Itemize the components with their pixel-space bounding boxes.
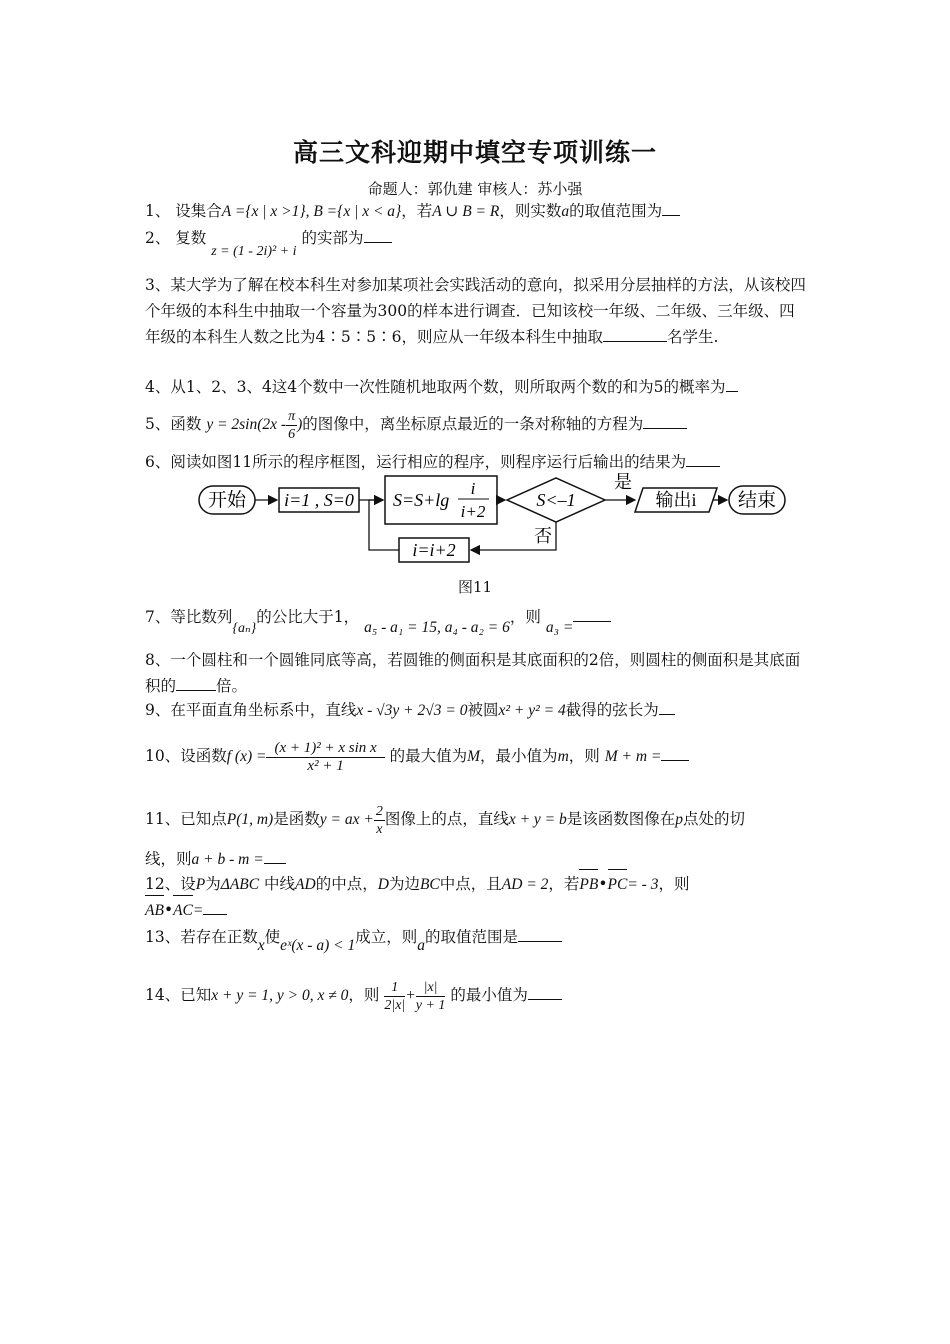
q12-dot: • — [598, 875, 608, 893]
answer-blank[interactable] — [643, 427, 687, 429]
q7-mid2: ，则 — [509, 608, 541, 626]
q12-dot: • — [163, 901, 174, 919]
q14-plus: + — [405, 987, 416, 1004]
q10-mid2: ，最小值为 — [480, 747, 558, 765]
q11-function: y = ax + — [319, 811, 374, 828]
q5-math-b: ) — [297, 416, 303, 433]
q12-P: P — [195, 876, 206, 893]
q11-fraction: $\frac{2}{x}$ — [375, 803, 383, 837]
flow-init-text: i=1 , S=0 — [284, 490, 354, 510]
q12-mid5: 中点，且 — [439, 875, 502, 893]
flow-no-label: 否 — [534, 526, 552, 546]
q14-fraction-1: $\frac{1}{2|x|}$ — [384, 979, 406, 1013]
q10-mid3: ，则 — [568, 747, 600, 765]
q1-var: a — [561, 203, 570, 220]
question-12-cont — [145, 897, 810, 924]
q9-prefix: 9、在平面直角坐标系中，直线 — [145, 701, 357, 719]
q13-mid2: 成立，则 — [355, 928, 418, 946]
q11-p: p — [675, 811, 684, 828]
q2-suffix: 的实部为 — [301, 229, 364, 247]
q11-mid1: 是函数 — [273, 810, 320, 828]
q14-tail: 的最小值为 — [450, 986, 528, 1004]
q1-mid: ，若 — [401, 202, 433, 220]
program-flowchart — [195, 472, 795, 568]
q3-tail: 名学生. — [666, 328, 719, 346]
q8-text: 8、一个圆柱和一个圆锥同底等高，若圆锥的侧面积是其底面积的2倍，则圆柱的侧面积是其底面积的 — [145, 651, 801, 695]
q12-BC: BC — [419, 876, 440, 893]
q14-mid: ，则 — [348, 986, 380, 1004]
q12-cond2: = - 3 — [627, 876, 659, 893]
q2-math: z = (1 - 2i)² + i — [211, 244, 297, 259]
q2-prefix: 2、 复数 — [145, 229, 207, 247]
q13-tail: 的取值范围是 — [424, 928, 518, 946]
flow-update-text: S=S+lg — [393, 490, 450, 510]
q9-mid: 被圆 — [467, 701, 499, 719]
q10-fx: f (x) = — [226, 748, 267, 765]
q3-text: 3、某大学为了解在校本科生对参加某项社会实践活动的意向，拟采用分层抽样的方法，从该校四个年级的本科生中抽取一个容量为300的样本进行调查．已知该校一年级、二年级、三年级、四年级的本科生人数之比为4∶5∶5∶6，则应从一年级本科生中抽取 — [145, 276, 806, 346]
q10-M: M — [467, 748, 481, 765]
q5-suffix: 的图像中，离坐标原点最近的一条对称轴的方程为 — [302, 415, 644, 433]
question-10 — [145, 736, 810, 777]
q7-mid: 的公比大于1， — [256, 608, 360, 626]
q11-tail: 点处的切 — [683, 810, 746, 828]
q12-vector-AC: AC — [173, 898, 193, 924]
q12-vector-PC: PC — [608, 872, 628, 898]
q12-triangle: ΔABC — [220, 876, 260, 893]
answer-blank[interactable] — [203, 913, 227, 915]
question-11 — [145, 800, 810, 839]
q9-suffix: 截得的弦长为 — [565, 701, 659, 719]
q14-cond: x + y = 1, y > 0, x ≠ 0 — [211, 987, 349, 1004]
answer-blank[interactable] — [264, 862, 286, 864]
answer-blank[interactable] — [662, 214, 680, 216]
flow-step-text: i=i+2 — [412, 540, 456, 560]
q12-mid3: 的中点， — [315, 875, 378, 893]
q1-set-math: A ={x | x >1}, B ={x | x < a} — [221, 203, 402, 220]
question-1 — [145, 198, 810, 225]
question-8 — [145, 647, 810, 699]
q12-D: D — [377, 876, 389, 893]
answer-blank[interactable] — [661, 759, 689, 761]
question-5 — [145, 407, 810, 443]
q6-text: 6、阅读如图11所示的程序框图，运行相应的程序，则程序运行后输出的结果为 — [145, 453, 687, 471]
q7-prefix: 7、等比数列 — [145, 608, 233, 626]
q7-math: a₅ - a₁ = 15, a₄ - a₂ = 6 — [364, 619, 510, 636]
page-title: 高三文科迎期中填空专项训练一 — [292, 138, 657, 167]
q13-mid: 使 — [264, 928, 281, 946]
flow-end-text: 结束 — [737, 490, 777, 511]
question-11-cont — [145, 846, 810, 873]
q11-prefix: 11、已知点 — [145, 810, 227, 828]
q7-seq: {aₙ} — [232, 621, 257, 636]
question-12 — [145, 871, 810, 898]
q10-fraction: $\frac{\text{(x + 1)² + x sin x}}{\text{x² + 1}}$ — [266, 740, 384, 775]
q8-tail: 倍。 — [216, 677, 248, 695]
flow-update-denominator: i+2 — [460, 502, 486, 521]
q11-line2: 线，则 — [145, 850, 192, 868]
q5-prefix: 5、函数 — [145, 415, 202, 433]
answer-blank[interactable] — [686, 465, 720, 467]
q10-prefix: 10、设函数 — [145, 747, 227, 765]
question-14 — [145, 975, 810, 1016]
question-7 — [145, 600, 810, 636]
q11-answer-label: a + b - m = — [191, 851, 264, 868]
answer-blank[interactable] — [518, 940, 562, 942]
q13-x: x — [257, 937, 265, 954]
q12-mid2: 中线 — [264, 875, 296, 893]
q11-mid2: 图像上的点，直线 — [384, 810, 509, 828]
answer-blank[interactable] — [176, 689, 216, 691]
q10-mid1: 的最大值为 — [389, 747, 468, 765]
q12-mid1: 为 — [205, 875, 221, 893]
q13-prefix: 13、若存在正数 — [145, 928, 258, 946]
question-3 — [145, 272, 810, 350]
q11-point: P(1, m) — [226, 811, 274, 828]
q12-vector-AB: AB — [145, 898, 164, 924]
q12-mid4: 为边 — [388, 875, 420, 893]
q7-answer-label: a₃ = — [545, 619, 574, 636]
q12-mid7: ，则 — [658, 875, 690, 893]
q1-prefix: 1、 设集合 — [145, 202, 222, 220]
q12-prefix: 12、设 — [145, 875, 196, 893]
q10-m: m — [557, 748, 569, 765]
flow-start-text: 开始 — [207, 490, 247, 511]
q5-math-a: y = 2sin(2x - — [206, 416, 287, 433]
flow-condition-text: S<–1 — [536, 490, 576, 510]
q12-vector-PB: PB — [579, 872, 598, 898]
q9-circle-math: x² + y² = 4 — [498, 702, 566, 719]
q13-a: a — [417, 937, 425, 954]
question-2 — [145, 225, 810, 259]
q13-inequality: eˣ(x - a) < 1 — [280, 937, 356, 954]
q10-answer-label: M + m = — [604, 748, 662, 765]
q12-cond: AD = 2 — [501, 876, 549, 893]
q9-line-math: x - √3y + 2√3 = 0 — [356, 702, 468, 719]
q14-fraction-2: $\frac{|x|}{y + 1}$ — [415, 979, 446, 1013]
answer-blank[interactable] — [726, 390, 738, 392]
answer-blank[interactable] — [528, 998, 562, 1000]
answer-blank[interactable] — [573, 620, 611, 622]
answer-blank[interactable] — [603, 340, 667, 342]
q12-mid6: ，若 — [548, 875, 580, 893]
q4-text: 4、从1、2、3、4这4个数中一次性随机地取两个数，则所取两个数的和为5的概率为 — [145, 378, 726, 396]
q12-AD: AD — [295, 876, 316, 893]
q14-prefix: 14、已知 — [145, 986, 212, 1004]
q11-line: x + y = b — [508, 811, 567, 828]
flow-yes-label: 是 — [614, 472, 632, 492]
answer-blank[interactable] — [659, 713, 675, 715]
q1-suffix: ，则实数 — [499, 202, 562, 220]
question-9 — [145, 697, 810, 724]
question-4 — [145, 374, 810, 400]
q1-tail: 的取值范围为 — [569, 202, 663, 220]
q5-fraction: $\frac{\pi}{6}$ — [288, 408, 296, 442]
q12-eq: = — [192, 902, 204, 919]
figure-caption: 图11 — [457, 578, 493, 596]
authors-line: 命题人：郭仇建 审核人：苏小强 — [367, 180, 583, 198]
q11-mid3: 是该函数图像在 — [566, 810, 676, 828]
question-13 — [145, 922, 810, 953]
answer-blank[interactable] — [364, 241, 392, 243]
flow-output-text: 输出i — [655, 490, 697, 510]
flow-update-numerator: i — [470, 479, 476, 498]
q1-union-math: A ∪ B = R — [432, 203, 500, 220]
